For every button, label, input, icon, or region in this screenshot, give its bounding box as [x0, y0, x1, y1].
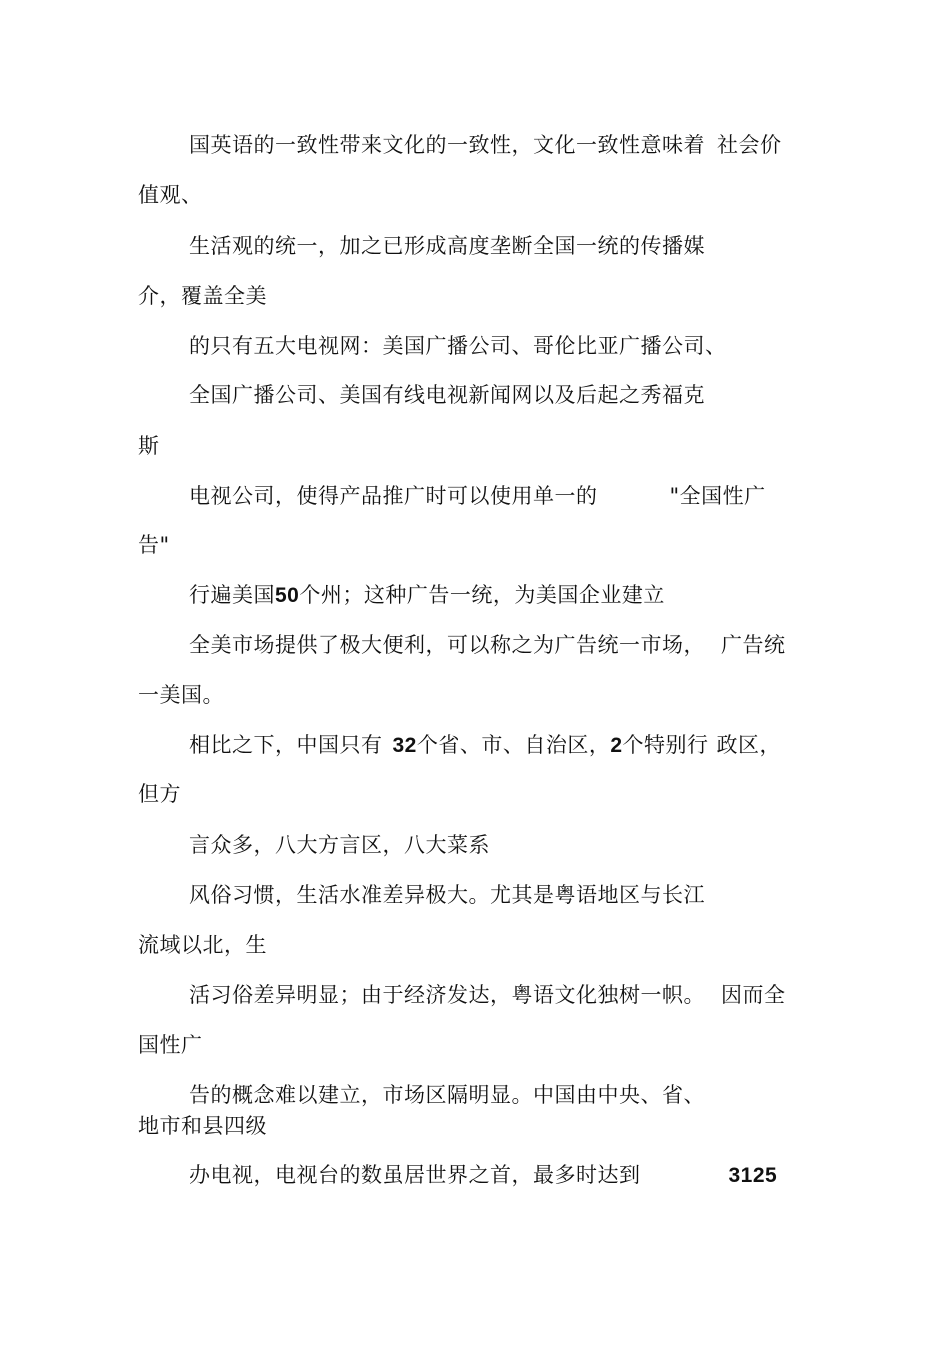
- text-run: 政区，: [716, 733, 782, 757]
- text-run: 个特别行: [622, 733, 709, 757]
- text-run: 个州；这种广告一统，为美国企业建立: [299, 583, 665, 607]
- number-run: 3125: [728, 1164, 778, 1187]
- text-run: 因而全: [721, 983, 786, 1007]
- paragraph-line: [189, 483, 766, 509]
- text-run: 个省、市、自治区，: [416, 733, 611, 757]
- text-run: 广告统: [721, 633, 786, 657]
- paragraph-line: [189, 382, 705, 408]
- paragraph-line: [189, 582, 665, 609]
- text-run: "全国性广: [669, 484, 766, 508]
- paragraph-line: [138, 182, 203, 208]
- text-run: 一美国。: [138, 683, 224, 707]
- text-run: 值观、: [138, 183, 203, 207]
- number-run: 50: [275, 584, 300, 607]
- text-run: 的只有五大电视网：美国广播公司、哥伦比亚广播公司、: [189, 334, 727, 358]
- text-run: 相比之下，中国只有: [189, 733, 383, 757]
- paragraph-line: [189, 1082, 705, 1108]
- paragraph-line: [138, 932, 267, 958]
- paragraph-line: [138, 1113, 267, 1139]
- paragraph-line: [189, 132, 782, 158]
- paragraph-line: [189, 982, 786, 1008]
- paragraph-line: [189, 632, 786, 658]
- text-run: 国性广: [138, 1033, 203, 1057]
- text-run: 言众多，八大方言区，八大菜系: [189, 833, 490, 857]
- paragraph-line: [138, 781, 181, 807]
- paragraph-line: [138, 532, 170, 558]
- text-run: 告": [138, 533, 170, 557]
- text-run: 社会价: [717, 133, 782, 157]
- paragraph-line: [189, 233, 705, 259]
- paragraph-line: [138, 433, 160, 459]
- text-run: 流域以北，生: [138, 933, 267, 957]
- paragraph-line: [189, 732, 781, 759]
- text-run: 地市和县四级: [138, 1114, 267, 1138]
- paragraph-line: [138, 682, 224, 708]
- text-run: 风俗习惯，生活水准差异极大。尤其是粤语地区与长江: [189, 883, 705, 907]
- paragraph-line: [138, 1032, 203, 1058]
- paragraph-line: [189, 832, 490, 858]
- number-run: 32: [392, 734, 417, 757]
- paragraph-line: [189, 1162, 777, 1189]
- text-run: 行遍美国: [189, 583, 275, 607]
- text-run: 办电视，电视台的数虽居世界之首，最多时达到: [189, 1163, 641, 1187]
- text-run: 生活观的统一，加之已形成高度垄断全国一统的传播媒: [189, 234, 705, 258]
- text-run: 国英语的一致性带来文化的一致性，文化一致性意味着: [189, 133, 705, 157]
- paragraph-line: [189, 882, 705, 908]
- text-run: 全美市场提供了极大便利，可以称之为广告统一市场，: [189, 633, 705, 657]
- text-run: 斯: [138, 434, 160, 458]
- text-run: 电视公司，使得产品推广时可以使用单一的: [189, 484, 598, 508]
- text-run: 但方: [138, 782, 181, 806]
- paragraph-line: [189, 333, 727, 359]
- text-run: 全国广播公司、美国有线电视新闻网以及后起之秀福克: [189, 383, 705, 407]
- text-run: 告的概念难以建立，市场区隔明显。中国由中央、省、: [189, 1083, 705, 1107]
- paragraph-line: [138, 283, 267, 309]
- text-run: 活习俗差异明显；由于经济发达，粤语文化独树一帜。: [189, 983, 705, 1007]
- text-run: 介，覆盖全美: [138, 284, 267, 308]
- number-run: 2: [610, 734, 623, 757]
